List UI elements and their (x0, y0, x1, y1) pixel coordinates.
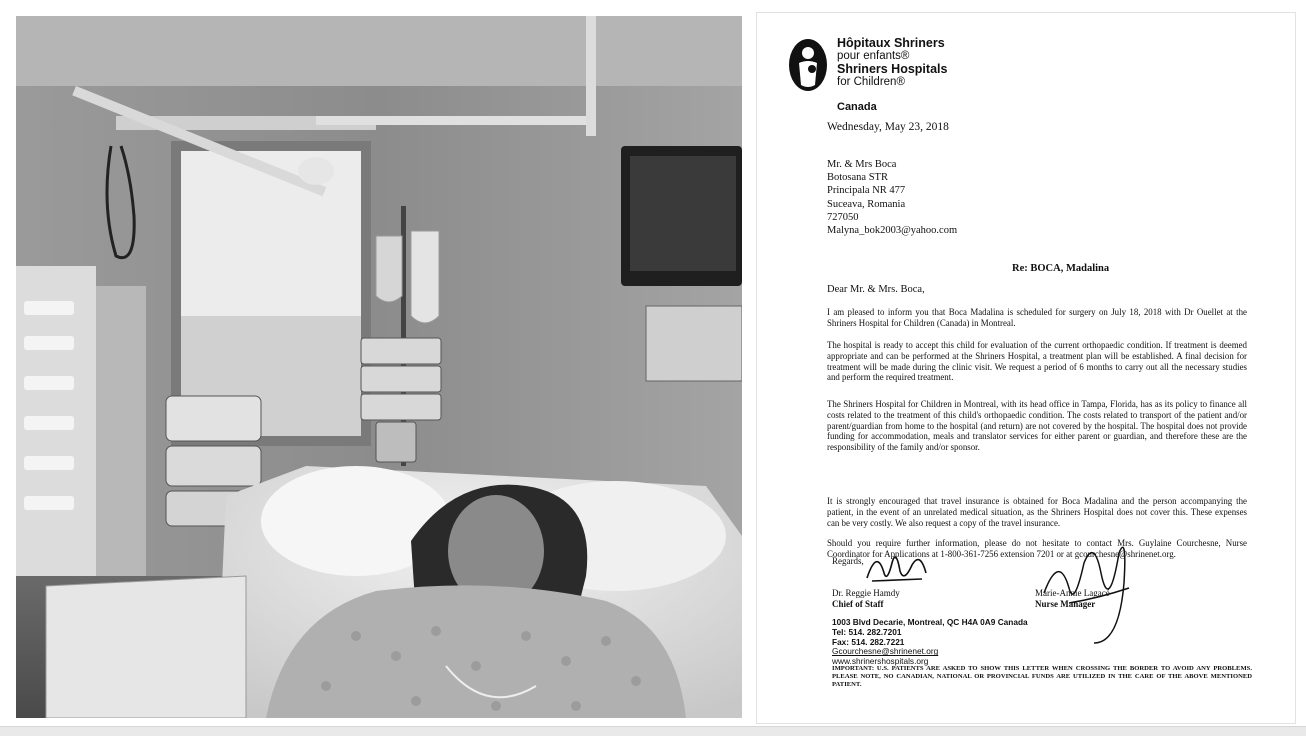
contact-block (832, 618, 1028, 667)
letter-date: Wednesday, May 23, 2018 (827, 121, 949, 133)
address-line: Malyna_bok2003@yahoo.com (827, 225, 958, 237)
paragraph-2: The hospital is ready to accept this child for evaluation of the current orthopaedic condition. If treatment is deemed appropriate and can be performed at the Shriners Hospital, a treatment plan will be established. A final decision for treatment will be made during the clinic visit. We request a period of 6 months to carry out all the necessary studies and perform the required treatment. (827, 340, 1247, 383)
subject-line (1012, 263, 1109, 274)
ceiling (16, 16, 742, 86)
org-country: Canada (837, 101, 877, 113)
address-line: Mr. & Mrs Boca (827, 159, 897, 170)
address-line: 727050 (827, 211, 859, 223)
salutation: Dear Mr. & Mrs. Boca, (827, 284, 925, 295)
important-notice: IMPORTANT: U.S. PATIENTS ARE ASKED TO SHOW THIS LETTER WHEN CROSSING THE BORDER TO AVOID ANY PROBLEMS. PLEASE NOTE, NO CANADIAN, NATIONAL OR PROVINCIAL FUNDS ARE UTILIZED IN THE CARE OF THE ABOVE MENTIONED PATIENT. (832, 665, 1252, 688)
contact-fax: Fax: 514. 282.7221 (832, 636, 905, 647)
exam-lamp (298, 157, 334, 185)
signer-1-title: Chief of Staff (832, 599, 884, 609)
photo-illustration (16, 16, 742, 718)
paragraph-5: Should you require further information, please do not hesitate to contact Mrs. Guylaine Courchesne, Nurse Coordinator for Applications at 1-800-361-7256 extension 7201 or at gcourchesne@shrinenet.org. (827, 538, 1247, 559)
signer-2-name: Marie-Annie Lagacé (1035, 588, 1110, 598)
bed-rail (46, 576, 246, 718)
organization-name (837, 37, 947, 89)
recipient-address (827, 158, 957, 237)
contact-email-link[interactable]: Gcourchesne@shrinenet.org (832, 646, 939, 657)
org-line-4: for Children® (837, 76, 905, 88)
address-line: Principala NR 477 (827, 185, 906, 197)
closing: Regards, (832, 556, 864, 566)
ceiling-rail (316, 116, 596, 125)
medical-gas-column (16, 266, 96, 596)
shriners-logo-icon (787, 37, 829, 97)
signer-2-title: Nurse Manager (1035, 599, 1096, 609)
address-line: Suceava, Romania (827, 198, 906, 210)
org-line-1: Hôpitaux Shriners (837, 36, 945, 50)
paragraph-1: I am pleased to inform you that Boca Madalina is scheduled for surgery on July 18, 2018 with Dr Ouellet at the Shriners Hospital for Children (Canada) in Montreal. (827, 307, 1247, 328)
signer-1 (832, 588, 900, 610)
paragraph-4: It is strongly encouraged that travel insurance is obtained for Boca Madalina and the person accompanying the patient, in the event of an unrelated medical situation, as the Shriners Hospital does not cover this. These expenses can be very costly. We also request a copy of the travel insurance. (827, 496, 1247, 528)
monitor-screen (630, 156, 736, 271)
signer-1-name: Dr. Reggie Hamdy (832, 588, 900, 598)
paragraph-3: The Shriners Hospital for Children in Montreal, with its head office in Tampa, Florida, has as its policy to finance all costs related to the treatment of this child's orthopaedic condition. The costs related to transport of the patient and/or parent/guardian from home to the hospital (and return) are not covered by the hospital. The hospital does not provide funding for accommodation, meals and translator services for either parent or guardian, and therefore these are the responsibility of the family and/or sponsor. (827, 399, 1247, 453)
signer-2 (1035, 588, 1110, 610)
org-line-3: Shriners Hospitals (837, 62, 948, 76)
hospital-photo (16, 16, 742, 718)
subject-name: BOCA, Madalina (1030, 263, 1110, 274)
contact-address: 1003 Blvd Decarie, Montreal, QC H4A 0A9 Canada (832, 617, 1028, 627)
signature-1 (862, 543, 932, 588)
contact-tel: Tel: 514. 282.7201 (832, 626, 902, 637)
ceiling-rail-post (586, 16, 596, 136)
address-line: Botosana STR (827, 172, 888, 184)
contact-website[interactable]: www.shrinershospitals.org (832, 656, 929, 667)
iv-bag-1 (411, 231, 439, 323)
subject-prefix: Re: (1012, 263, 1028, 274)
org-line-2: pour enfants® (837, 50, 910, 62)
monitor-module (646, 306, 742, 381)
hospital-letter (756, 12, 1296, 724)
iv-bag-2 (376, 236, 402, 302)
